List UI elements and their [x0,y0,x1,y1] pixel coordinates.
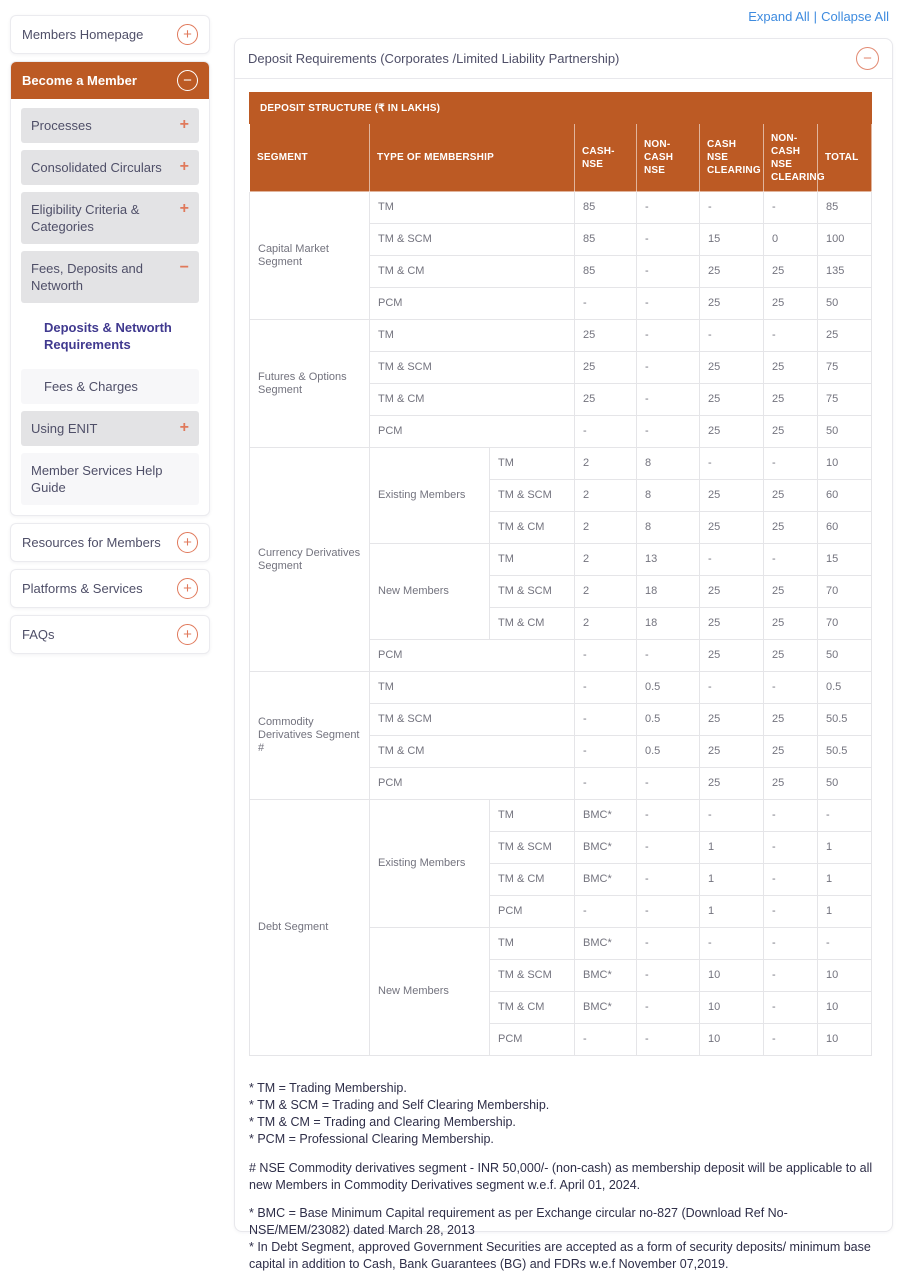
membership-cell: TM [490,448,575,480]
value-cell: 1 [700,896,764,928]
value-cell: 15 [700,224,764,256]
sidebar-item-become-a-member[interactable] [11,62,209,99]
value-cell: - [764,832,818,864]
value-cell: - [637,896,700,928]
value-cell: - [637,288,700,320]
membership-cell: PCM [490,1024,575,1056]
value-cell: 1 [700,832,764,864]
column-header-total: TOTAL [818,124,872,192]
value-cell: 15 [818,544,872,576]
value-cell: 85 [818,192,872,224]
sidebar [10,15,210,661]
sidebar-card-platforms-and-services [10,569,210,608]
bmc-note: * BMC = Base Minimum Capital requirement as per Exchange circular no-827 (Download Ref No-NSE/MEM/23082) dated March 28, 2013 [249,1206,788,1237]
sidebar-card-become-a-member [10,61,210,516]
membership-cell: TM & CM [370,736,575,768]
table-caption-row [250,93,872,124]
value-cell: 25 [764,512,818,544]
value-cell: 25 [700,768,764,800]
membership-cell: TM [370,672,575,704]
value-cell: 8 [637,480,700,512]
membership-cell: PCM [370,768,575,800]
value-cell: - [764,448,818,480]
membership-cell: TM & SCM [490,480,575,512]
value-cell: - [637,992,700,1024]
membership-cell: TM & SCM [490,832,575,864]
plus-circle-icon[interactable]: + [177,624,198,645]
value-cell: 10 [700,1024,764,1056]
value-cell: 25 [700,512,764,544]
value-cell: - [575,416,637,448]
sidebar-item-using-enit[interactable] [21,411,199,446]
membership-cell: TM & CM [370,384,575,416]
value-cell: - [818,928,872,960]
member-group-cell: Existing Members [370,800,490,928]
value-cell: - [700,928,764,960]
value-cell: 2 [575,608,637,640]
sidebar-item-label: Fees & Charges [44,379,138,394]
value-cell: - [637,1024,700,1056]
panel-header[interactable] [235,39,892,79]
expand-all-link[interactable]: Expand All [748,9,810,24]
sidebar-item-label: FAQs [22,627,55,642]
member-group-cell: New Members [370,544,490,640]
value-cell: 60 [818,512,872,544]
plus-icon[interactable]: + [179,419,189,436]
value-cell: 0.5 [818,672,872,704]
segment-cell: Futures & Options Segment [250,320,370,448]
membership-cell: TM & SCM [490,960,575,992]
value-cell: 2 [575,448,637,480]
table-row [250,448,872,480]
plus-circle-icon[interactable]: + [177,532,198,553]
value-cell: - [637,192,700,224]
sidebar-card-faqs [10,615,210,654]
footnotes [235,1056,892,1273]
value-cell: - [637,768,700,800]
column-header-cash-nse: CASH-NSE [575,124,637,192]
value-cell: 25 [700,608,764,640]
value-cell: - [764,992,818,1024]
value-cell: 60 [818,480,872,512]
value-cell: 25 [700,256,764,288]
value-cell: BMC* [575,992,637,1024]
commodity-note: # NSE Commodity derivatives segment - INR 50,000/- (non-cash) as membership deposit will be applicable to all new Members in Commodity Derivatives segment w.e.f. April 01, 2024. [249,1161,873,1192]
value-cell: BMC* [575,832,637,864]
value-cell: 25 [575,352,637,384]
column-header-non-cash-nse: NON-CASH NSE [637,124,700,192]
value-cell: - [764,896,818,928]
value-cell: 50.5 [818,704,872,736]
value-cell: 25 [575,320,637,352]
value-cell: - [637,416,700,448]
sidebar-card-members-homepage [10,15,210,54]
value-cell: - [575,288,637,320]
value-cell: 8 [637,448,700,480]
membership-cell: TM [490,928,575,960]
deposit-table-body [250,192,872,1056]
value-cell: - [637,640,700,672]
value-cell: 85 [575,192,637,224]
table-header-row [250,124,872,192]
value-cell: 85 [575,224,637,256]
membership-cell: TM & SCM [370,352,575,384]
sidebar-item-label: Consolidated Circulars [31,160,162,175]
segment-cell: Commodity Derivatives Segment # [250,672,370,800]
value-cell: 0 [764,224,818,256]
sidebar-item-label: Become a Member [22,73,137,88]
value-cell: - [637,320,700,352]
segment-cell: Capital Market Segment [250,192,370,320]
value-cell: 0.5 [637,672,700,704]
membership-cell: PCM [370,640,575,672]
membership-cell: TM & CM [490,864,575,896]
value-cell: 25 [700,736,764,768]
value-cell: 25 [764,416,818,448]
sidebar-item-deposits-networth-requirements[interactable] [21,310,199,362]
sidebar-item-fees-deposits-networth[interactable] [21,251,199,303]
value-cell: 25 [700,576,764,608]
sidebar-item-label: Member Services Help Guide [31,463,163,495]
value-cell: - [575,1024,637,1056]
value-cell: BMC* [575,928,637,960]
value-cell: BMC* [575,864,637,896]
membership-cell: TM & CM [490,992,575,1024]
sidebar-item-fees-and-charges[interactable] [21,369,199,404]
value-cell: - [637,256,700,288]
value-cell: - [818,800,872,832]
value-cell: - [764,960,818,992]
value-cell: 25 [764,736,818,768]
value-cell: - [637,832,700,864]
value-cell: - [764,928,818,960]
membership-cell: TM [490,800,575,832]
sidebar-item-label: Processes [31,118,92,133]
value-cell: 50.5 [818,736,872,768]
value-cell: 100 [818,224,872,256]
value-cell: 25 [700,480,764,512]
value-cell: 2 [575,480,637,512]
membership-cell: TM [370,320,575,352]
membership-cell: TM & CM [490,512,575,544]
value-cell: 10 [818,448,872,480]
value-cell: 25 [764,288,818,320]
value-cell: 25 [700,288,764,320]
value-cell: - [637,960,700,992]
value-cell: - [764,800,818,832]
value-cell: 25 [764,384,818,416]
value-cell: 70 [818,576,872,608]
sidebar-item-label: Fees, Deposits and Networth [31,261,144,293]
panel-title: Deposit Requirements (Corporates /Limited Liability Partnership) [248,51,620,66]
value-cell: - [700,448,764,480]
value-cell: 18 [637,576,700,608]
value-cell: 25 [764,640,818,672]
value-cell: 0.5 [637,704,700,736]
value-cell: 1 [818,864,872,896]
value-cell: 1 [818,896,872,928]
value-cell: 25 [700,416,764,448]
membership-cell: PCM [490,896,575,928]
value-cell: 2 [575,544,637,576]
legend-line: * TM & CM = Trading and Clearing Membership. [249,1115,516,1129]
sidebar-item-label: Eligibility Criteria & Categories [31,202,140,234]
value-cell: 2 [575,512,637,544]
membership-cell: TM [490,544,575,576]
column-header-membership: TYPE OF MEMBERSHIP [370,124,575,192]
accordion-controls [748,9,889,24]
membership-cell: PCM [370,416,575,448]
segment-cell: Debt Segment [250,800,370,1056]
value-cell: 0.5 [637,736,700,768]
sidebar-item-platforms-and-services[interactable] [11,570,209,607]
value-cell: 50 [818,768,872,800]
sidebar-item-label: Deposits & Networth Requirements [44,320,172,352]
value-cell: BMC* [575,960,637,992]
legend-line: * TM & SCM = Trading and Self Clearing Membership. [249,1098,550,1112]
minus-icon[interactable]: − [179,259,189,276]
value-cell: - [764,544,818,576]
sidebar-item-resources-for-members[interactable] [11,524,209,561]
legend-line: * TM = Trading Membership. [249,1081,407,1095]
sidebar-item-label: Using ENIT [31,421,98,436]
value-cell: - [575,896,637,928]
sidebar-item-label: Members Homepage [22,27,144,42]
sidebar-card-resources-for-members [10,523,210,562]
value-cell: - [637,800,700,832]
value-cell: 10 [818,992,872,1024]
table-row [250,672,872,704]
membership-cell: TM & SCM [370,224,575,256]
value-cell: - [700,320,764,352]
value-cell: 25 [764,256,818,288]
plus-icon[interactable]: + [179,158,189,175]
plus-icon[interactable]: + [179,200,189,217]
sidebar-item-members-homepage[interactable] [11,16,209,53]
plus-circle-icon[interactable]: + [177,578,198,599]
value-cell: - [700,544,764,576]
link-separator: | [813,9,818,24]
membership-cell: TM & SCM [370,704,575,736]
value-cell: 25 [700,384,764,416]
value-cell: 25 [818,320,872,352]
sidebar-item-member-services-help-guide[interactable] [21,453,199,505]
value-cell: 25 [764,704,818,736]
member-group-cell: Existing Members [370,448,490,544]
sidebar-item-eligibility-criteria[interactable] [21,192,199,244]
value-cell: 10 [818,960,872,992]
table-caption: DEPOSIT STRUCTURE (₹ IN LAKHS) [250,93,872,124]
membership-cell: TM & CM [490,608,575,640]
table-row [250,800,872,832]
value-cell: 85 [575,256,637,288]
value-cell: 25 [764,352,818,384]
value-cell: - [575,768,637,800]
value-cell: 75 [818,352,872,384]
value-cell: 50 [818,416,872,448]
value-cell: 25 [764,576,818,608]
column-header-non-cash-nse-clearing: NON-CASH NSE CLEARING [764,124,818,192]
plus-circle-icon[interactable]: + [177,24,198,45]
debt-note: * In Debt Segment, approved Government Securities are accepted as a form of security deposits/ minimum base capital in addition to Cash, Bank Guarantees (BG) and FDRs w.e.f November 07,2019. [249,1240,871,1271]
value-cell: 25 [764,608,818,640]
value-cell: 50 [818,288,872,320]
value-cell: - [700,800,764,832]
sidebar-submenu [11,99,209,515]
value-cell: - [764,672,818,704]
sidebar-item-faqs[interactable] [11,616,209,653]
value-cell: - [575,672,637,704]
legend-line: * PCM = Professional Clearing Membership. [249,1132,494,1146]
value-cell: - [637,224,700,256]
value-cell: 25 [700,352,764,384]
value-cell: 13 [637,544,700,576]
value-cell: 10 [818,1024,872,1056]
value-cell: - [637,864,700,896]
table-row [250,192,872,224]
sidebar-item-label: Platforms & Services [22,581,143,596]
value-cell: 25 [700,640,764,672]
membership-cell: TM [370,192,575,224]
value-cell: 18 [637,608,700,640]
value-cell: 10 [700,992,764,1024]
value-cell: 50 [818,640,872,672]
member-group-cell: New Members [370,928,490,1056]
value-cell: BMC* [575,800,637,832]
segment-cell: Currency Derivatives Segment [250,448,370,672]
membership-cell: PCM [370,288,575,320]
value-cell: - [575,736,637,768]
value-cell: - [575,704,637,736]
deposit-requirements-panel [234,38,893,1271]
value-cell: - [764,864,818,896]
value-cell: - [575,640,637,672]
membership-cell: TM & CM [370,256,575,288]
value-cell: 25 [764,480,818,512]
minus-circle-icon[interactable]: − [177,70,198,91]
value-cell: 25 [700,704,764,736]
collapse-section-icon[interactable]: − [856,47,879,70]
value-cell: 8 [637,512,700,544]
plus-icon[interactable]: + [179,116,189,133]
deposit-structure-table [249,92,872,1056]
value-cell: - [637,384,700,416]
column-header-cash-nse-clearing: CASH NSE CLEARING [700,124,764,192]
value-cell: 75 [818,384,872,416]
value-cell: 25 [764,768,818,800]
value-cell: - [700,192,764,224]
value-cell: 70 [818,608,872,640]
collapse-all-link[interactable]: Collapse All [821,9,889,24]
value-cell: - [764,320,818,352]
value-cell: 135 [818,256,872,288]
value-cell: - [637,928,700,960]
value-cell: 10 [700,960,764,992]
membership-cell: TM & SCM [490,576,575,608]
value-cell: 1 [818,832,872,864]
sidebar-item-processes[interactable] [21,108,199,143]
value-cell: 25 [575,384,637,416]
value-cell: - [764,1024,818,1056]
sidebar-item-label: Resources for Members [22,535,161,550]
value-cell: 1 [700,864,764,896]
value-cell: - [700,672,764,704]
value-cell: - [637,352,700,384]
table-row [250,320,872,352]
sidebar-item-consolidated-circulars[interactable] [21,150,199,185]
value-cell: - [764,192,818,224]
value-cell: 2 [575,576,637,608]
column-header-segment: SEGMENT [250,124,370,192]
